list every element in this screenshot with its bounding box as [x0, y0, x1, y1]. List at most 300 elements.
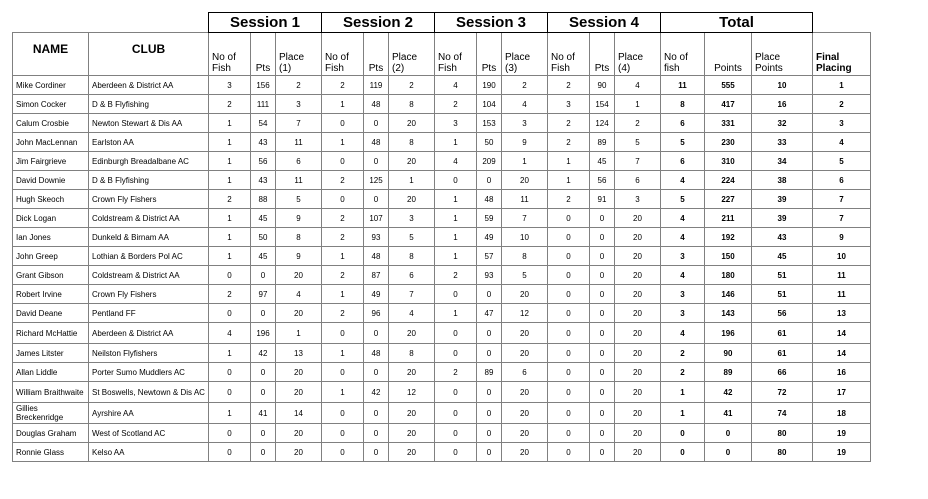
session-2-fish: 2 — [322, 76, 364, 95]
session-3-place: 20 — [502, 443, 548, 462]
total-points: 150 — [705, 247, 752, 266]
session-3-place: 20 — [502, 285, 548, 304]
session-4-pts: 0 — [590, 344, 615, 363]
session-3-place: 3 — [502, 114, 548, 133]
session-3-fish: 0 — [435, 285, 477, 304]
session-4-place: 4 — [615, 76, 661, 95]
session-1-pts: 56 — [251, 152, 276, 171]
session-2-pts: 107 — [364, 209, 389, 228]
session-4-place: 20 — [615, 209, 661, 228]
session-1-pts: 156 — [251, 76, 276, 95]
session-1-place: 6 — [276, 152, 322, 171]
session-1-pts: 54 — [251, 114, 276, 133]
session-4-place: 1 — [615, 95, 661, 114]
place-points: 39 — [752, 190, 813, 209]
total-fish: 8 — [661, 95, 705, 114]
session-2-fish: 1 — [322, 95, 364, 114]
session-3-pts: 50 — [477, 133, 502, 152]
table-row — [13, 344, 871, 363]
s4-fish-header: No of Fish — [548, 33, 590, 76]
session-2-pts: 0 — [364, 190, 389, 209]
total-points: 0 — [705, 443, 752, 462]
final-placing: 19 — [813, 424, 871, 443]
session-3-place: 7 — [502, 209, 548, 228]
total-fish: 3 — [661, 247, 705, 266]
session-4-place: 2 — [615, 114, 661, 133]
session-2-fish: 0 — [322, 443, 364, 462]
session-1-fish: 4 — [209, 323, 251, 344]
session-4-fish: 0 — [548, 443, 590, 462]
name-column-header: NAME — [13, 33, 89, 76]
place-points: 16 — [752, 95, 813, 114]
session-3-fish: 0 — [435, 403, 477, 424]
final-placing: 6 — [813, 171, 871, 190]
session-1-pts: 43 — [251, 133, 276, 152]
session-1-pts: 0 — [251, 382, 276, 403]
session-header-row — [13, 13, 871, 33]
session-1-pts: 111 — [251, 95, 276, 114]
session-4-header: Session 4 — [548, 13, 661, 33]
session-2-place: 20 — [389, 424, 435, 443]
session-1-place: 20 — [276, 304, 322, 323]
total-points: 227 — [705, 190, 752, 209]
competitor-name: John MacLennan — [13, 133, 89, 152]
competitor-name: David Downie — [13, 171, 89, 190]
total-fish: 4 — [661, 171, 705, 190]
session-3-fish: 2 — [435, 95, 477, 114]
total-points: 90 — [705, 344, 752, 363]
session-4-pts: 0 — [590, 285, 615, 304]
session-3-place: 12 — [502, 304, 548, 323]
session-2-place: 2 — [389, 76, 435, 95]
place-points: 74 — [752, 403, 813, 424]
session-2-pts: 49 — [364, 285, 389, 304]
table-row — [13, 190, 871, 209]
total-points: 0 — [705, 424, 752, 443]
session-2-place: 20 — [389, 190, 435, 209]
session-1-place: 9 — [276, 209, 322, 228]
table-row — [13, 285, 871, 304]
session-3-fish: 1 — [435, 304, 477, 323]
s4-pts-header: Pts — [590, 33, 615, 76]
session-1-fish: 2 — [209, 95, 251, 114]
competitor-name: William Braithwaite — [13, 382, 89, 403]
club-name: Crown Fly Fishers — [89, 285, 209, 304]
session-4-pts: 0 — [590, 304, 615, 323]
competitor-name: Dick Logan — [13, 209, 89, 228]
session-1-place: 5 — [276, 190, 322, 209]
session-2-place: 5 — [389, 228, 435, 247]
session-2-place: 20 — [389, 443, 435, 462]
place-points: 10 — [752, 76, 813, 95]
total-points: 196 — [705, 323, 752, 344]
place-points: 61 — [752, 344, 813, 363]
session-1-pts: 88 — [251, 190, 276, 209]
session-3-place: 20 — [502, 344, 548, 363]
total-points: 310 — [705, 152, 752, 171]
session-1-fish: 1 — [209, 171, 251, 190]
session-1-fish: 1 — [209, 403, 251, 424]
session-3-fish: 0 — [435, 171, 477, 190]
session-2-fish: 2 — [322, 171, 364, 190]
total-points-header: Points — [705, 33, 752, 76]
total-points: 230 — [705, 133, 752, 152]
final-placing: 2 — [813, 95, 871, 114]
final-placing-header: Final Placing — [813, 33, 871, 76]
session-2-place: 8 — [389, 133, 435, 152]
place-points: 51 — [752, 285, 813, 304]
session-4-fish: 0 — [548, 382, 590, 403]
session-4-fish: 3 — [548, 95, 590, 114]
session-3-header: Session 3 — [435, 13, 548, 33]
session-3-fish: 0 — [435, 344, 477, 363]
session-3-fish: 2 — [435, 363, 477, 382]
session-3-fish: 2 — [435, 266, 477, 285]
session-1-fish: 1 — [209, 228, 251, 247]
session-1-place: 4 — [276, 285, 322, 304]
session-2-place: 6 — [389, 266, 435, 285]
session-4-fish: 1 — [548, 152, 590, 171]
session-3-place: 10 — [502, 228, 548, 247]
session-2-pts: 0 — [364, 424, 389, 443]
session-3-fish: 4 — [435, 76, 477, 95]
session-1-fish: 1 — [209, 133, 251, 152]
final-placing: 7 — [813, 209, 871, 228]
place-points: 80 — [752, 424, 813, 443]
session-3-pts: 0 — [477, 382, 502, 403]
table-row — [13, 171, 871, 190]
no-of-label: No of — [212, 52, 236, 63]
session-2-fish: 0 — [322, 190, 364, 209]
session-4-fish: 0 — [548, 285, 590, 304]
session-1-place: 20 — [276, 363, 322, 382]
session-3-pts: 104 — [477, 95, 502, 114]
total-fish: 3 — [661, 304, 705, 323]
session-3-pts: 0 — [477, 344, 502, 363]
total-fish: 5 — [661, 133, 705, 152]
session-2-place: 20 — [389, 114, 435, 133]
session-3-pts: 57 — [477, 247, 502, 266]
session-4-pts: 0 — [590, 382, 615, 403]
session-2-pts: 93 — [364, 228, 389, 247]
final-placing: 9 — [813, 228, 871, 247]
final-placing: 16 — [813, 363, 871, 382]
session-4-pts: 0 — [590, 363, 615, 382]
competitor-name: Simon Cocker — [13, 95, 89, 114]
session-4-fish: 2 — [548, 114, 590, 133]
session-2-pts: 0 — [364, 443, 389, 462]
session-3-pts: 0 — [477, 323, 502, 344]
final-placing: 19 — [813, 443, 871, 462]
session-4-fish: 0 — [548, 266, 590, 285]
total-fish: 4 — [661, 228, 705, 247]
session-2-fish: 1 — [322, 133, 364, 152]
competitor-name: John Greep — [13, 247, 89, 266]
session-2-place: 3 — [389, 209, 435, 228]
session-2-fish: 0 — [322, 323, 364, 344]
session-2-fish: 0 — [322, 152, 364, 171]
session-4-place: 20 — [615, 323, 661, 344]
session-1-pts: 0 — [251, 266, 276, 285]
session-3-pts: 93 — [477, 266, 502, 285]
place-points: 51 — [752, 266, 813, 285]
session-1-fish: 0 — [209, 424, 251, 443]
s1-fish-header: No of Fish — [209, 33, 251, 76]
session-3-place: 20 — [502, 171, 548, 190]
s2-pts-header: Pts — [364, 33, 389, 76]
session-3-pts: 59 — [477, 209, 502, 228]
total-points: 192 — [705, 228, 752, 247]
session-3-pts: 209 — [477, 152, 502, 171]
session-1-fish: 1 — [209, 152, 251, 171]
session-2-fish: 1 — [322, 247, 364, 266]
place-points: 45 — [752, 247, 813, 266]
competitor-name: Calum Crosbie — [13, 114, 89, 133]
competitor-name: Richard McHattie — [13, 323, 89, 344]
total-fish: 5 — [661, 190, 705, 209]
session-2-fish: 2 — [322, 228, 364, 247]
table-row — [13, 323, 871, 344]
s1-pts-header: Pts — [251, 33, 276, 76]
session-3-pts: 48 — [477, 190, 502, 209]
session-3-pts: 47 — [477, 304, 502, 323]
place-points: 80 — [752, 443, 813, 462]
total-fish: 0 — [661, 424, 705, 443]
competitor-name: Hugh Skeoch — [13, 190, 89, 209]
session-3-fish: 1 — [435, 190, 477, 209]
session-2-place: 1 — [389, 171, 435, 190]
session-4-fish: 0 — [548, 209, 590, 228]
session-3-pts: 0 — [477, 403, 502, 424]
session-2-pts: 119 — [364, 76, 389, 95]
session-2-place: 4 — [389, 304, 435, 323]
final-placing: 18 — [813, 403, 871, 424]
table-row — [13, 133, 871, 152]
session-4-place: 5 — [615, 133, 661, 152]
session-1-place: 20 — [276, 382, 322, 403]
session-2-place: 8 — [389, 344, 435, 363]
session-3-fish: 0 — [435, 323, 477, 344]
session-2-fish: 2 — [322, 304, 364, 323]
session-1-place: 20 — [276, 424, 322, 443]
session-2-pts: 125 — [364, 171, 389, 190]
total-points: 146 — [705, 285, 752, 304]
club-name: Newton Stewart & Dis AA — [89, 114, 209, 133]
session-2-place: 7 — [389, 285, 435, 304]
table-row — [13, 424, 871, 443]
total-fish: 3 — [661, 285, 705, 304]
table-row — [13, 152, 871, 171]
session-4-place: 20 — [615, 247, 661, 266]
club-name: Pentland FF — [89, 304, 209, 323]
s3-pts-header: Pts — [477, 33, 502, 76]
session-4-pts: 124 — [590, 114, 615, 133]
total-points: 224 — [705, 171, 752, 190]
session-1-place: 9 — [276, 247, 322, 266]
club-name: Edinburgh Breadalbane AC — [89, 152, 209, 171]
session-2-pts: 48 — [364, 133, 389, 152]
session-2-header: Session 2 — [322, 13, 435, 33]
club-name: Kelso AA — [89, 443, 209, 462]
total-fish: 2 — [661, 344, 705, 363]
session-1-pts: 41 — [251, 403, 276, 424]
session-3-fish: 3 — [435, 114, 477, 133]
table-row — [13, 403, 871, 424]
session-4-place: 20 — [615, 266, 661, 285]
total-fish: 11 — [661, 76, 705, 95]
session-2-pts: 0 — [364, 114, 389, 133]
session-2-pts: 48 — [364, 247, 389, 266]
total-fish: 4 — [661, 266, 705, 285]
session-4-fish: 2 — [548, 190, 590, 209]
session-4-pts: 45 — [590, 152, 615, 171]
session-3-place: 6 — [502, 363, 548, 382]
session-4-fish: 0 — [548, 228, 590, 247]
session-3-place: 11 — [502, 190, 548, 209]
club-column-header: CLUB — [89, 33, 209, 76]
session-1-header: Session 1 — [209, 13, 322, 33]
place-points: 33 — [752, 133, 813, 152]
session-3-fish: 1 — [435, 209, 477, 228]
place-points: 39 — [752, 209, 813, 228]
table-row — [13, 266, 871, 285]
competitor-name: Grant Gibson — [13, 266, 89, 285]
session-4-fish: 2 — [548, 76, 590, 95]
session-1-place: 2 — [276, 76, 322, 95]
final-placing: 1 — [813, 76, 871, 95]
session-2-place: 8 — [389, 95, 435, 114]
session-2-pts: 0 — [364, 363, 389, 382]
club-name: D & B Flyfishing — [89, 95, 209, 114]
session-3-pts: 0 — [477, 285, 502, 304]
table-row — [13, 114, 871, 133]
session-4-place: 7 — [615, 152, 661, 171]
session-4-place: 20 — [615, 382, 661, 403]
session-1-pts: 0 — [251, 363, 276, 382]
session-2-pts: 0 — [364, 403, 389, 424]
session-2-fish: 0 — [322, 424, 364, 443]
session-4-fish: 1 — [548, 171, 590, 190]
session-3-pts: 89 — [477, 363, 502, 382]
club-name: Neilston Flyfishers — [89, 344, 209, 363]
session-1-fish: 2 — [209, 285, 251, 304]
session-1-fish: 1 — [209, 209, 251, 228]
final-placing: 11 — [813, 285, 871, 304]
final-placing: 7 — [813, 190, 871, 209]
session-1-fish: 2 — [209, 190, 251, 209]
total-fish: 4 — [661, 323, 705, 344]
table-row — [13, 228, 871, 247]
total-points: 555 — [705, 76, 752, 95]
session-4-place: 20 — [615, 304, 661, 323]
place-points: 66 — [752, 363, 813, 382]
competitor-name: James Litster — [13, 344, 89, 363]
final-placing: 3 — [813, 114, 871, 133]
session-1-place: 3 — [276, 95, 322, 114]
total-fish: 4 — [661, 209, 705, 228]
session-1-place: 13 — [276, 344, 322, 363]
session-4-pts: 0 — [590, 228, 615, 247]
session-2-fish: 2 — [322, 266, 364, 285]
session-3-pts: 190 — [477, 76, 502, 95]
final-placing: 14 — [813, 344, 871, 363]
session-4-pts: 56 — [590, 171, 615, 190]
session-1-pts: 97 — [251, 285, 276, 304]
club-name: Porter Sumo Muddlers AC — [89, 363, 209, 382]
session-1-pts: 0 — [251, 424, 276, 443]
session-2-place: 20 — [389, 363, 435, 382]
column-header-row — [13, 33, 871, 76]
session-1-place: 7 — [276, 114, 322, 133]
session-2-fish: 1 — [322, 285, 364, 304]
session-4-pts: 0 — [590, 266, 615, 285]
session-2-place: 20 — [389, 323, 435, 344]
session-3-place: 4 — [502, 95, 548, 114]
session-4-pts: 91 — [590, 190, 615, 209]
session-3-fish: 1 — [435, 228, 477, 247]
s3-fish-header: No of Fish — [435, 33, 477, 76]
competitor-name: Robert Irvine — [13, 285, 89, 304]
session-4-pts: 90 — [590, 76, 615, 95]
session-1-pts: 0 — [251, 304, 276, 323]
competitor-name: Douglas Graham — [13, 424, 89, 443]
session-2-fish: 2 — [322, 209, 364, 228]
total-points: 331 — [705, 114, 752, 133]
final-placing: 11 — [813, 266, 871, 285]
total-points: 211 — [705, 209, 752, 228]
session-1-fish: 3 — [209, 76, 251, 95]
total-fish-header: No of fish — [661, 33, 705, 76]
total-fish: 0 — [661, 443, 705, 462]
session-4-fish: 0 — [548, 323, 590, 344]
session-1-fish: 0 — [209, 382, 251, 403]
session-3-fish: 0 — [435, 443, 477, 462]
competitor-name: Ronnie Glass — [13, 443, 89, 462]
table-row — [13, 443, 871, 462]
total-fish: 1 — [661, 382, 705, 403]
session-4-place: 3 — [615, 190, 661, 209]
session-3-fish: 4 — [435, 152, 477, 171]
session-1-pts: 0 — [251, 443, 276, 462]
session-1-pts: 43 — [251, 171, 276, 190]
competitor-name: Mike Cordiner — [13, 76, 89, 95]
place-points: 61 — [752, 323, 813, 344]
session-1-pts: 45 — [251, 247, 276, 266]
session-4-place: 20 — [615, 285, 661, 304]
session-3-fish: 1 — [435, 133, 477, 152]
table-row — [13, 382, 871, 403]
session-4-fish: 0 — [548, 344, 590, 363]
session-2-place: 8 — [389, 247, 435, 266]
session-1-place: 11 — [276, 171, 322, 190]
session-1-place: 20 — [276, 266, 322, 285]
session-1-place: 11 — [276, 133, 322, 152]
table-row — [13, 95, 871, 114]
place-points: 43 — [752, 228, 813, 247]
total-points: 42 — [705, 382, 752, 403]
final-placing: 4 — [813, 133, 871, 152]
session-3-place: 20 — [502, 424, 548, 443]
place-points: 34 — [752, 152, 813, 171]
s2-fish-header: No of Fish — [322, 33, 364, 76]
session-3-pts: 0 — [477, 443, 502, 462]
club-name: Coldstream & District AA — [89, 209, 209, 228]
total-fish: 6 — [661, 152, 705, 171]
session-4-fish: 0 — [548, 247, 590, 266]
club-name: West of Scotland AC — [89, 424, 209, 443]
club-name: Earlston AA — [89, 133, 209, 152]
place-points: 56 — [752, 304, 813, 323]
